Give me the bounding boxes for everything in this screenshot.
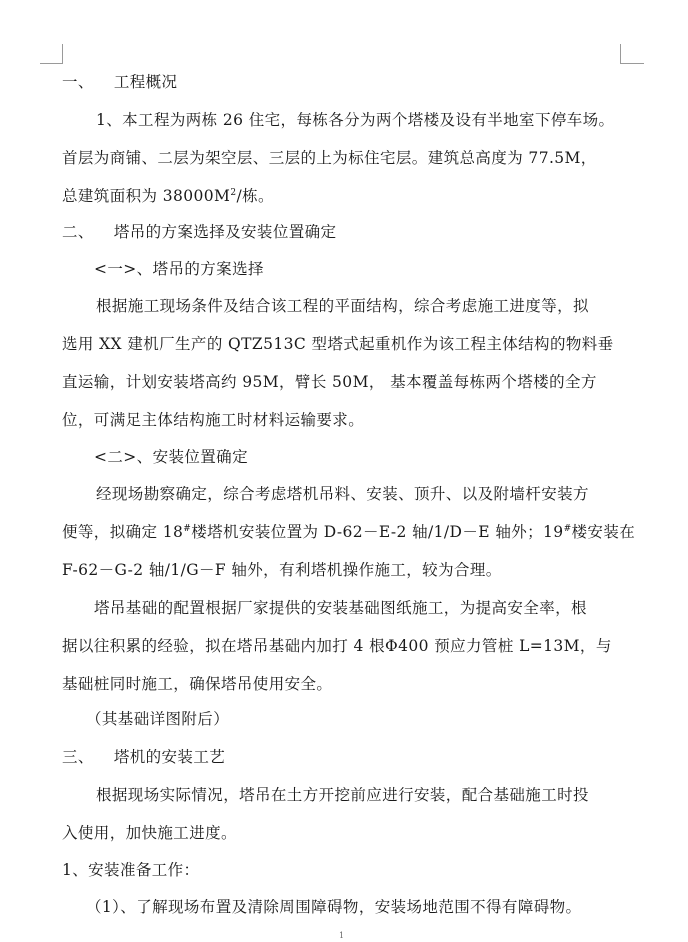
section-number: 二、 xyxy=(62,223,94,241)
paragraph-line: 据以往积累的经验，拟在塔吊基础内加打 4 根Φ400 预应力管桩 L=13M，与 xyxy=(62,637,612,655)
paragraph-line: 1、本工程为两栋 26 住宅，每栋各分为两个塔楼及设有半地室下停车场。 xyxy=(96,111,615,129)
page-number: 1 xyxy=(339,931,345,940)
superscript: # xyxy=(563,524,572,534)
section-title: 塔吊的方案选择及安装位置确定 xyxy=(113,223,337,241)
section-heading-1 xyxy=(62,72,177,92)
paragraph-line: 根据现场实际情况，塔吊在土方开挖前应进行安装，配合基础施工时投 xyxy=(96,786,589,804)
text-span: /栋。 xyxy=(236,187,274,205)
paragraph-line: 塔吊基础的配置根据厂家提供的安装基础图纸施工，为提高安全率，根 xyxy=(94,599,587,617)
crop-mark-top-right xyxy=(620,63,644,64)
paragraph-line: 基础桩同时施工，确保塔吊使用安全。 xyxy=(62,675,333,693)
crop-mark-top-left xyxy=(40,63,63,64)
paragraph-line: 位，可满足主体结构施工时材料运输要求。 xyxy=(62,411,365,429)
text-span: 楼塔机安装位置为 D-62－E-2 轴/1/D－E 轴外；19 xyxy=(191,523,564,541)
crop-mark-top-left xyxy=(62,44,63,64)
text-span: 总建筑面积为 38000M xyxy=(62,187,231,205)
paragraph-line: 根据施工现场条件及结合该工程的平面结构，综合考虑施工进度等，拟 xyxy=(96,297,589,315)
section-title: 工程概况 xyxy=(113,73,178,91)
paragraph-line: 首层为商铺、二层为架空层、三层的上为标住宅层。建筑总高度为 77.5M， xyxy=(62,149,597,167)
section-heading-2 xyxy=(62,222,336,242)
superscript: 2 xyxy=(230,188,237,198)
paragraph-line: F-62－G-2 轴/1/G－F 轴外，有利塔机操作施工，较为合理。 xyxy=(62,561,502,579)
paragraph-line: 直运输，计划安装塔高约 95M，臂长 50M， 基本覆盖每栋两个塔楼的全方 xyxy=(62,373,597,391)
subsection-heading: <一>、塔吊的方案选择 xyxy=(94,260,264,278)
list-item: （1）、了解现场布置及清除周围障碍物，安装场地范围不得有障碍物。 xyxy=(86,898,582,916)
note-line: （其基础详图附后） xyxy=(86,710,230,728)
section-heading-3 xyxy=(62,747,225,767)
subsection-heading: <二>、安装位置确定 xyxy=(94,448,248,466)
section-title: 塔机的安装工艺 xyxy=(113,748,226,766)
text-span: 便等，拟确定 18 xyxy=(62,523,184,541)
text-span: 楼安装在 xyxy=(571,523,636,541)
paragraph-line: 入使用，加快施工进度。 xyxy=(62,824,237,842)
paragraph-line: 选用 XX 建机厂生产的 QTZ513C 型塔式起重机作为该工程主体结构的物料垂 xyxy=(62,335,614,353)
section-number: 三、 xyxy=(62,748,94,766)
paragraph-line: 经现场勘察确定，综合考虑塔机吊料、安装、顶升、以及附墙杆安装方 xyxy=(96,485,589,503)
section-number: 一、 xyxy=(62,73,94,91)
paragraph-line xyxy=(62,522,635,542)
paragraph-line xyxy=(62,186,274,206)
crop-mark-top-right xyxy=(620,44,621,64)
superscript: # xyxy=(183,524,192,534)
list-item: 1、安装准备工作： xyxy=(62,861,200,879)
